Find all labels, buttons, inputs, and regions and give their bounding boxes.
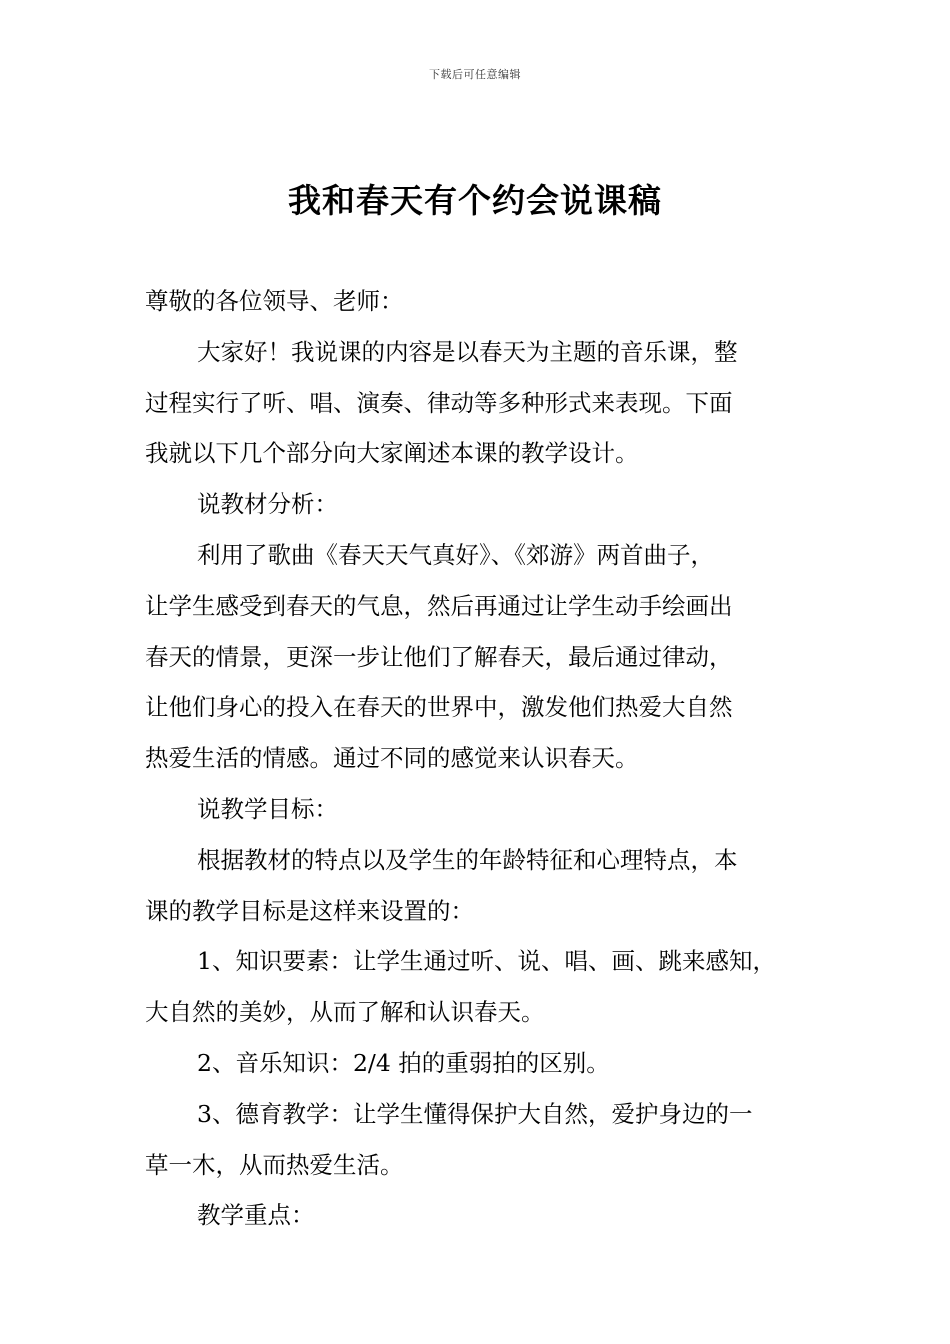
section-heading: 说教学目标： bbox=[197, 794, 338, 823]
body-line: 热爱生活的情感。通过不同的感觉来认识春天。 bbox=[145, 744, 639, 773]
list-item: 3、德育教学：让学生懂得保护大自然，爱护身边的一 bbox=[197, 1099, 753, 1128]
header-note: 下载后可任意编辑 bbox=[429, 68, 521, 81]
body-line: 让学生感受到春天的气息，然后再通过让学生动手绘画出 bbox=[145, 591, 733, 620]
body-line: 我就以下几个部分向大家阐述本课的教学设计。 bbox=[145, 439, 639, 468]
body-line: 利用了歌曲《春天天气真好》、《郊游》两首曲子， bbox=[197, 540, 714, 569]
body-line: 尊敬的各位领导、老师： bbox=[145, 287, 404, 315]
body-line: 根据教材的特点以及学生的年龄特征和心理特点，本 bbox=[197, 845, 738, 874]
document-title: 我和春天有个约会说课稿 bbox=[288, 181, 662, 220]
body-line: 春天的情景，更深一步让他们了解春天，最后通过律动， bbox=[145, 642, 733, 671]
body-line: 大自然的美妙，从而了解和认识春天。 bbox=[145, 998, 545, 1027]
body-line: 让他们身心的投入在春天的世界中，激发他们热爱大自然 bbox=[145, 693, 733, 722]
list-item: 2、音乐知识：2/4 拍的重弱拍的区别。 bbox=[197, 1048, 610, 1077]
body-line: 草一木，从而热爱生活。 bbox=[145, 1150, 404, 1179]
document-body bbox=[145, 276, 835, 1241]
list-item: 1、知识要素：让学生通过听、说、唱、画、跳来感知， bbox=[197, 947, 776, 976]
section-heading: 教学重点： bbox=[197, 1201, 315, 1230]
body-line: 大家好！我说课的内容是以春天为主题的音乐课，整 bbox=[197, 337, 738, 366]
body-line: 过程实行了听、唱、演奏、律动等多种形式来表现。下面 bbox=[145, 388, 733, 417]
body-line: 课的教学目标是这样来设置的： bbox=[145, 896, 474, 925]
section-heading: 说教材分析： bbox=[197, 490, 338, 519]
